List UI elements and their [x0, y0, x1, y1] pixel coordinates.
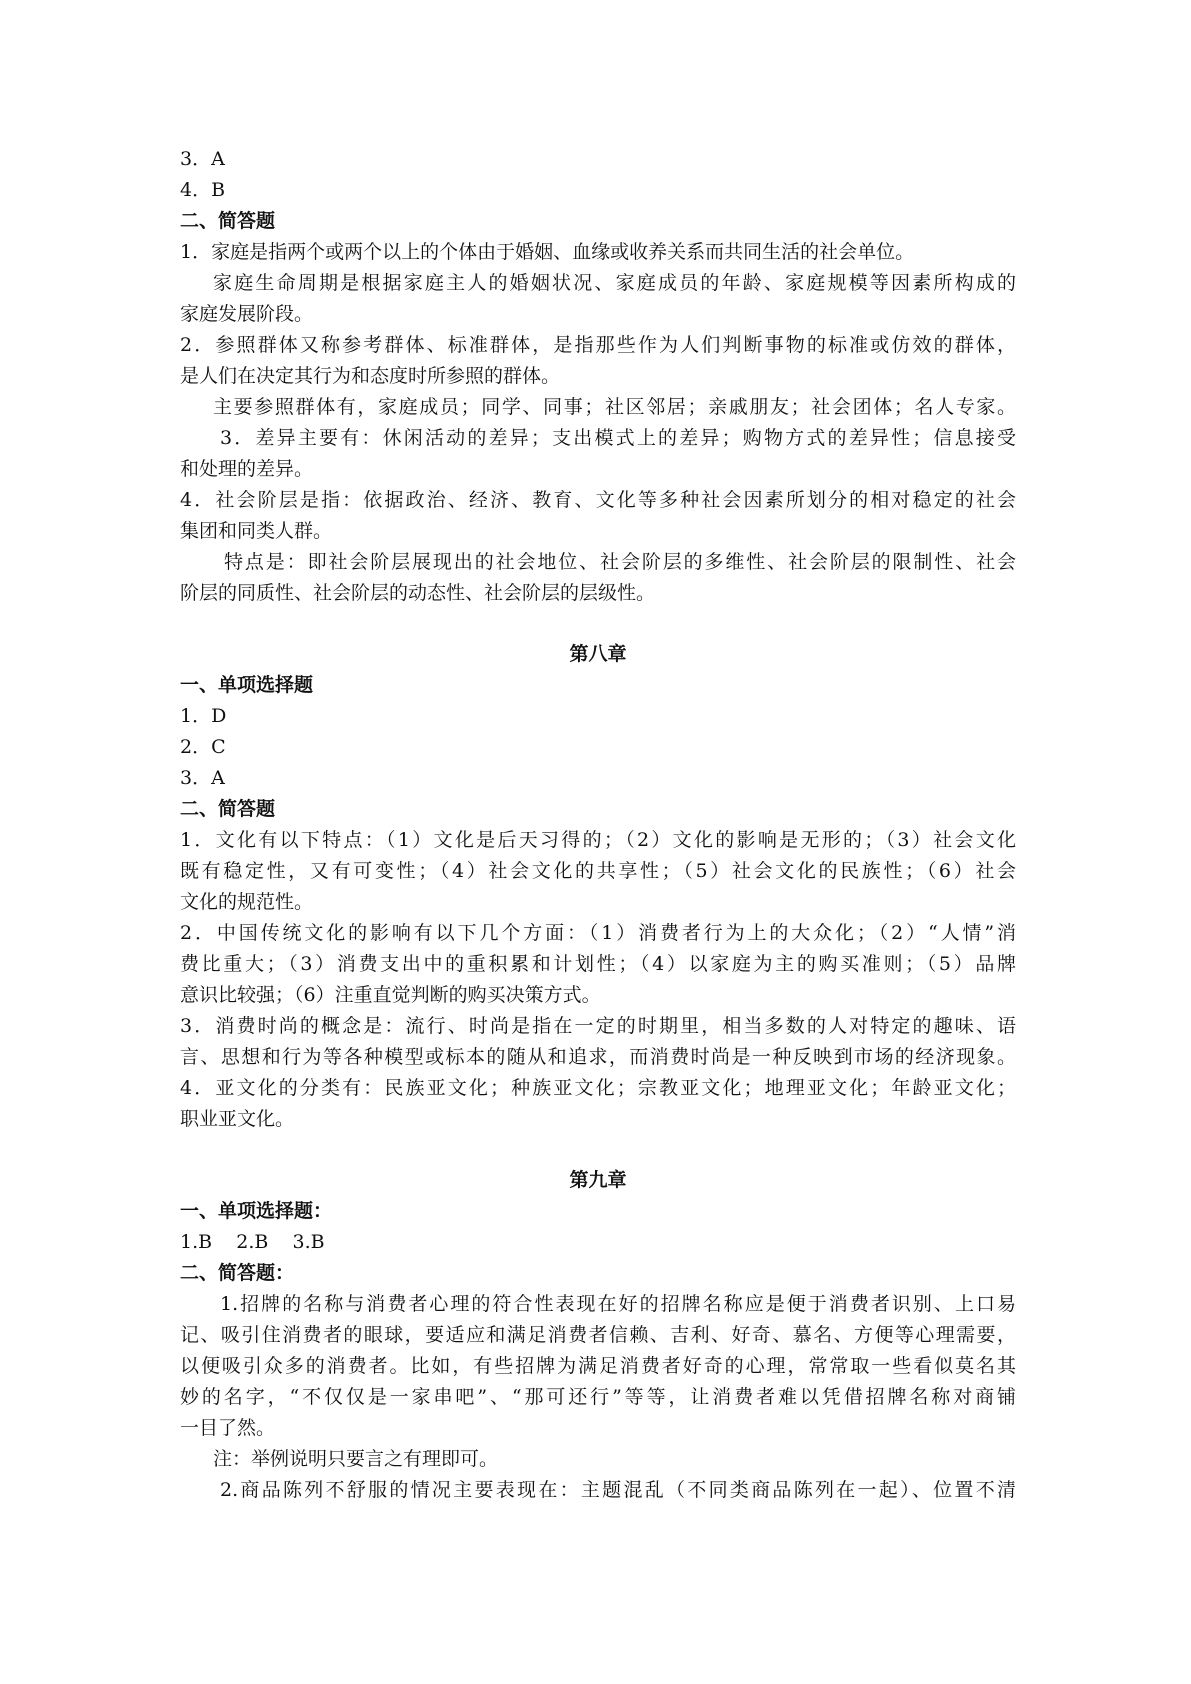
paragraph-line: 一目了然。	[180, 1417, 276, 1439]
paragraph-line: 意识比较强；（6）注重直觉判断的购买决策方式。	[180, 984, 601, 1006]
paragraph-line: 主要参照群体有，家庭成员；同学、同事；社区邻居；亲戚朋友；社会团体；名人专家。	[213, 396, 1016, 418]
paragraph-line: 文化的规范性。	[180, 891, 314, 913]
paragraph-line: 言、思想和行为等各种模型或标本的随从和追求，而消费时尚是一种反映到市场的经济现象。	[180, 1046, 1016, 1068]
note-line: 注：举例说明只要言之有理即可。	[213, 1448, 499, 1470]
paragraph-line: 1．文化有以下特点：（1）文化是后天习得的；（2）文化的影响是无形的；（3）社会文化	[180, 829, 1016, 851]
paragraph-line: 费比重大；（3）消费支出中的重积累和计划性；（4）以家庭为主的购买准则；（5）品牌	[180, 953, 1016, 975]
paragraph-line: 家庭生命周期是根据家庭主人的婚姻状况、家庭成员的年龄、家庭规模等因素所构成的	[213, 272, 1016, 294]
paragraph-line: 家庭发展阶段。	[180, 303, 314, 325]
paragraph-line: 集团和同类人群。	[180, 520, 333, 542]
paragraph-line: 以便吸引众多的消费者。比如，有些招牌为满足消费者好奇的心理，常常取一些看似莫名其	[180, 1355, 1016, 1377]
paragraph-line: 特点是：即社会阶层展现出的社会地位、社会阶层的多维性、社会阶层的限制性、社会	[224, 551, 1016, 573]
section-heading: 二、简答题：	[180, 1262, 295, 1284]
paragraph-line: 2.商品陈列不舒服的情况主要表现在：主题混乱（不同类商品陈列在一起）、位置不清	[220, 1479, 1016, 1501]
paragraph-line: 是人们在决定其行为和态度时所参照的群体。	[180, 365, 561, 387]
answer-line: 1．D	[180, 705, 227, 727]
paragraph-line: 1．家庭是指两个或两个以上的个体由于婚姻、血缘或收养关系而共同生活的社会单位。	[180, 241, 915, 263]
paragraph-line: 3．消费时尚的概念是：流行、时尚是指在一定的时期里，相当多数的人对特定的趣味、语	[180, 1015, 1016, 1037]
paragraph-line: 记、吸引住消费者的眼球，要适应和满足消费者信赖、吉利、好奇、慕名、方便等心理需要，	[180, 1324, 1016, 1346]
section-heading: 二、简答题	[180, 210, 276, 232]
paragraph-line: 1.招牌的名称与消费者心理的符合性表现在好的招牌名称应是便于消费者识别、上口易	[220, 1293, 1016, 1315]
paragraph-line: 既有稳定性，又有可变性；（4）社会文化的共享性；（5）社会文化的民族性；（6）社会	[180, 860, 1016, 882]
answer-line: 3．A	[180, 148, 225, 170]
paragraph-line: 妙的名字，“不仅仅是一家串吧”、“那可还行”等等，让消费者难以凭借招牌名称对商铺	[180, 1386, 1016, 1408]
paragraph-line: 和处理的差异。	[180, 458, 314, 480]
paragraph-line: 职业亚文化。	[180, 1108, 295, 1130]
section-heading: 一、单项选择题：	[180, 1200, 333, 1222]
chapter-title: 第八章	[569, 643, 627, 665]
paragraph-line: 2．参照群体又称参考群体、标准群体，是指那些作为人们判断事物的标准或仿效的群体，	[180, 334, 1016, 356]
chapter-title: 第九章	[569, 1169, 627, 1191]
paragraph-line: 2．中国传统文化的影响有以下几个方面：（1）消费者行为上的大众化；（2）“人情”消	[180, 922, 1016, 944]
paragraph-line: 阶层的同质性、社会阶层的动态性、社会阶层的层级性。	[180, 582, 656, 604]
answer-line: 3．A	[180, 767, 225, 789]
paragraph-line: 4．社会阶层是指：依据政治、经济、教育、文化等多种社会因素所划分的相对稳定的社会	[180, 489, 1016, 511]
paragraph-line: 3．差异主要有：休闲活动的差异；支出模式上的差异；购物方式的差异性；信息接受	[220, 427, 1016, 449]
document-page	[180, 144, 1016, 1506]
section-heading: 二、简答题	[180, 798, 276, 820]
section-heading: 一、单项选择题	[180, 674, 314, 696]
paragraph-line: 4．亚文化的分类有：民族亚文化；种族亚文化；宗教亚文化；地理亚文化；年龄亚文化；	[180, 1077, 1016, 1099]
answer-line: 4．B	[180, 179, 226, 201]
answer-line: 1.B 2.B 3.B	[180, 1231, 325, 1253]
answer-line: 2．C	[180, 736, 226, 758]
